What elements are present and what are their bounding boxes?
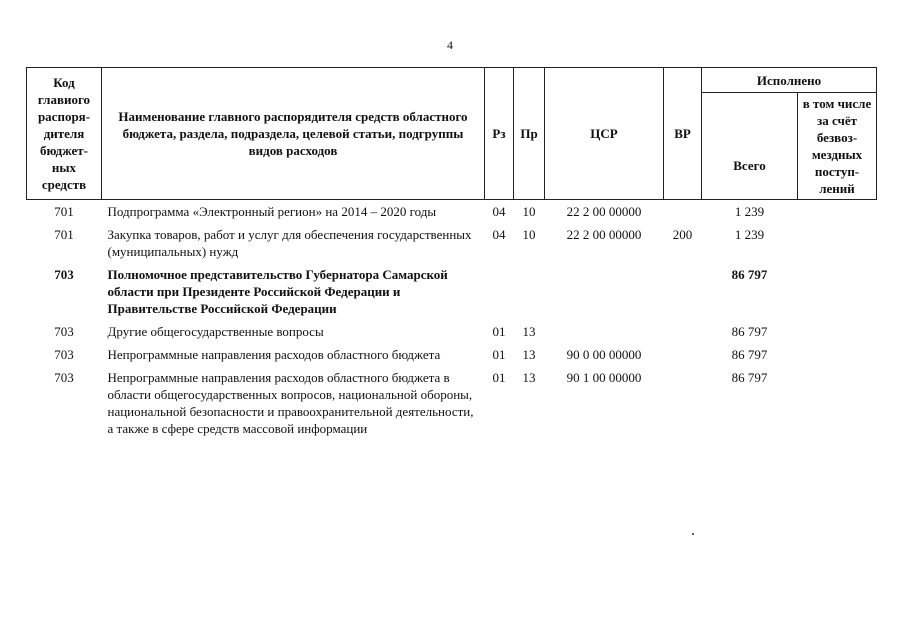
- table-body: [27, 200, 877, 441]
- table-row: [27, 200, 877, 224]
- table-row: [27, 343, 877, 366]
- cell-vr: [664, 263, 702, 320]
- cell-code: 701: [54, 204, 74, 219]
- cell-vr: [664, 343, 702, 366]
- cell-free: [798, 200, 877, 224]
- cell-free: [798, 343, 877, 366]
- header-pr: Пр: [514, 68, 545, 200]
- cell-rz: 01: [492, 324, 506, 339]
- cell-total: 1 239: [734, 204, 765, 219]
- cell-code: 703: [54, 267, 74, 282]
- cell-free: [798, 263, 877, 320]
- table-row: [27, 320, 877, 343]
- cell-rz: 04: [492, 204, 506, 219]
- budget-table: [26, 67, 877, 440]
- cell-code: 703: [54, 370, 74, 385]
- cell-total: 86 797: [731, 347, 768, 362]
- cell-name: Закупка товаров, работ и услуг для обеспечения государственных (муниципальных) нужд: [107, 227, 472, 259]
- header-free: в том числе за счёт безвоз-мездных поступ-лений: [798, 93, 877, 200]
- header-total: Всего: [702, 93, 798, 200]
- header-name: Наименование главного распорядителя средств областного бюджета, раздела, подраздела, целевой статьи, подгруппы видов расходов: [102, 68, 485, 200]
- header-executed: Исполнено: [702, 68, 877, 93]
- header-code: Код главиого распоря-дителя бюджет-ных средств: [27, 68, 102, 200]
- table-header: [27, 68, 877, 200]
- cell-name: Подпрограмма «Электронный регион» на 2014 – 2020 годы: [107, 204, 437, 219]
- cell-pr: 13: [522, 324, 536, 339]
- cell-code: 703: [54, 347, 74, 362]
- cell-total: 1 239: [734, 227, 765, 242]
- cell-csr: 90 0 00 00000: [566, 347, 642, 362]
- cell-csr: 90 1 00 00000: [566, 370, 642, 385]
- header-csr: ЦСР: [545, 68, 664, 200]
- cell-free: [798, 320, 877, 343]
- cell-pr: [514, 263, 545, 320]
- cell-name: Непрограммные направления расходов областного бюджета в области общегосударственных вопросов, национальной обороны, национальной безопасности и правоохранительной деятельности, а также в сфере средств массовой информации: [107, 370, 474, 436]
- cell-vr: [664, 200, 702, 224]
- header-vr: ВР: [664, 68, 702, 200]
- cell-csr: 22 2 00 00000: [566, 227, 642, 242]
- cell-total: 86 797: [731, 370, 768, 385]
- cell-rz: 04: [492, 227, 506, 242]
- cell-total: 86 797: [731, 267, 768, 282]
- cell-rz: [485, 263, 514, 320]
- cell-name: Непрограммные направления расходов областного бюджета: [107, 347, 441, 362]
- cell-csr: 22 2 00 00000: [566, 204, 642, 219]
- cell-pr: 10: [522, 204, 536, 219]
- cell-code: 701: [54, 227, 74, 242]
- cell-vr: [664, 320, 702, 343]
- cell-code: 703: [54, 324, 74, 339]
- cell-name: Другие общегосударственные вопросы: [107, 324, 324, 339]
- cell-pr: 13: [522, 370, 536, 385]
- header-rz: Рз: [485, 68, 514, 200]
- scan-speck: [692, 533, 694, 535]
- cell-rz: 01: [492, 347, 506, 362]
- cell-csr: [545, 320, 664, 343]
- cell-free: [798, 366, 877, 440]
- cell-pr: 10: [522, 227, 536, 242]
- page-number: 4: [447, 38, 453, 52]
- cell-pr: 13: [522, 347, 536, 362]
- table-row: [27, 366, 877, 440]
- cell-vr: 200: [672, 227, 693, 242]
- cell-free: [798, 223, 877, 263]
- cell-rz: 01: [492, 370, 506, 385]
- cell-vr: [664, 366, 702, 440]
- cell-total: 86 797: [731, 324, 768, 339]
- table-row: [27, 263, 877, 320]
- cell-name: Полномочное представительство Губернатора Самарской области при Президенте Российской Федерации и Правительстве Российской Федерации: [107, 267, 448, 316]
- table-row: [27, 223, 877, 263]
- cell-csr: [545, 263, 664, 320]
